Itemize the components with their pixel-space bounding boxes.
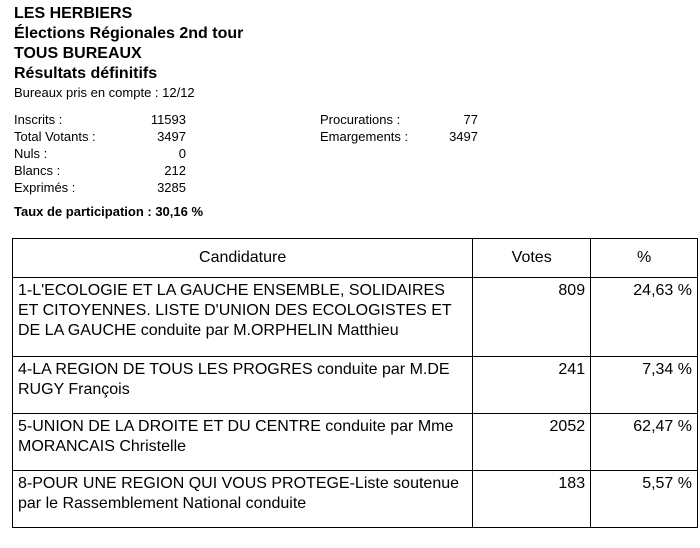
stats-right [320,111,478,145]
results-header [14,4,243,102]
pct-cell: 5,57 % [591,471,698,528]
header-pct: % [591,239,698,278]
stat-value: 3497 [157,129,186,144]
candidature-cell: 1-L'ECOLOGIE ET LA GAUCHE ENSEMBLE, SOLIDAIRES ET CITOYENNES. LISTE D'UNION DES ECOLOGISTES ET DE LA GAUCHE conduite par M.ORPHELIN Matthieu [13,278,473,357]
stat-label: Procurations : [320,112,401,127]
pct-cell: 24,63 % [591,278,698,357]
stat-row-votants [14,128,186,145]
stat-row-exprimes [14,179,186,196]
stat-value: 11593 [150,112,186,127]
stats-left [14,111,186,196]
stat-label: Exprimés : [14,180,76,195]
votes-cell: 183 [473,471,591,528]
stat-value: 77 [463,112,478,127]
stat-row-blancs [14,162,186,179]
commune-title: LES HERBIERS [14,5,133,22]
bureaux-count: Bureaux pris en compte : 12/12 [14,85,195,100]
results-table [12,238,698,528]
stat-row-procurations [320,111,478,128]
table-row [13,357,698,414]
participation-rate: Taux de participation : 30,16 % [14,204,204,219]
stat-row-emargements [320,128,478,145]
stat-row-inscrits [14,111,186,128]
election-title: Élections Régionales 2nd tour [14,25,244,42]
stat-value: 212 [164,163,186,178]
stat-value: 3285 [157,180,186,195]
table-header-row [13,239,698,278]
table-row [13,414,698,471]
table-row [13,278,698,357]
stat-value: 0 [178,146,186,161]
candidature-cell: 5-UNION DE LA DROITE ET DU CENTRE conduite par Mme MORANCAIS Christelle [13,414,473,471]
table-row [13,471,698,528]
pct-cell: 62,47 % [591,414,698,471]
votes-cell: 2052 [473,414,591,471]
candidature-cell: 4-LA REGION DE TOUS LES PROGRES conduite par M.DE RUGY François [13,357,473,414]
stat-label: Blancs : [14,163,61,178]
stat-label: Nuls : [14,146,48,161]
stat-label: Total Votants : [14,129,96,144]
results-status: Résultats définitifs [14,65,158,82]
candidature-cell: 8-POUR UNE REGION QUI VOUS PROTEGE-Liste soutenue par le Rassemblement National conduite [13,471,473,528]
stat-label: Inscrits : [14,112,63,127]
header-votes: Votes [473,239,591,278]
votes-cell: 809 [473,278,591,357]
stat-label: Emargements : [320,129,409,144]
pct-cell: 7,34 % [591,357,698,414]
stat-value: 3497 [449,129,478,144]
scope-title: TOUS BUREAUX [14,45,142,62]
stat-row-nuls [14,145,186,162]
header-candidature: Candidature [13,239,473,278]
votes-cell: 241 [473,357,591,414]
